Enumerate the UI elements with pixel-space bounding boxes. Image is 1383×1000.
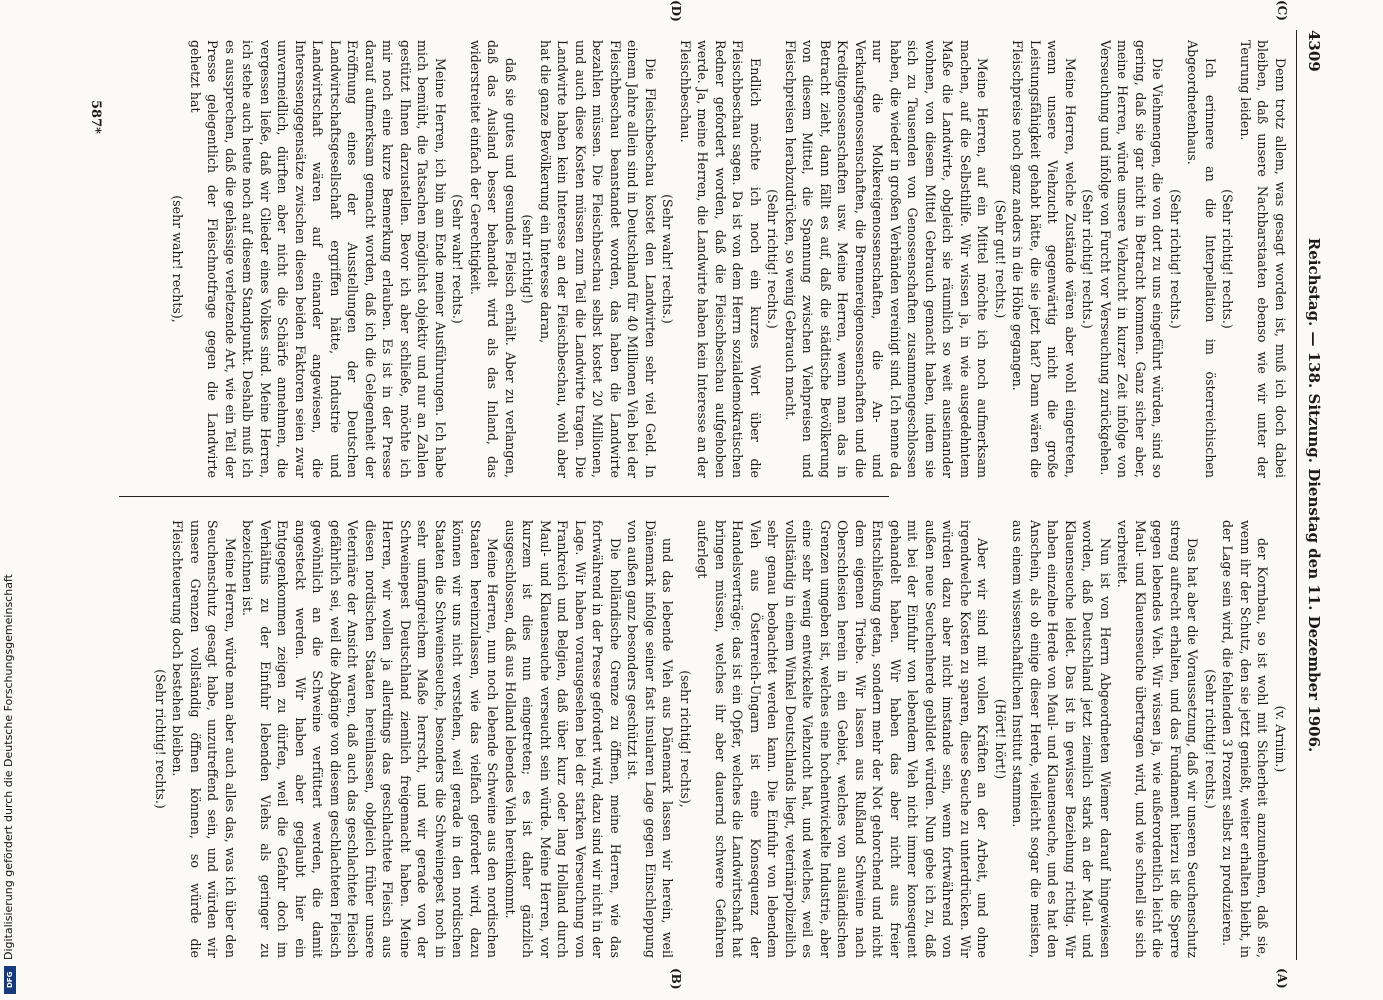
margin-letter-d: (D)	[669, 0, 683, 22]
paragraph: Meine Herren, ich bin am Ende meiner Ausführungen. Ich habe mich bemüht, die Tatsachen möglichst objektiv und nur an Zahlen gestützt Ihnen darzustellen. Bevor ich aber schließe, möchte ich mir noch eine kurze Bemerkung erlauben. Es ist in der Presse darauf aufmerksam gemacht worden, daß ich die Gelegenheit der Eröffnung eines der Ausstellungen der Deutschen Landwirtschaftsgesellschaft ergriffen hätte, Industrie und Landwirtschaft wären auf einander angewiesen, die Interessengegensätze zwischen diesen beiden Faktoren seien zwar unvermeidlich, dürften aber nicht die Schärfe annehmen, die vergessen ließe, daß wir Glieder eines Volkes sind. Meine Herren, ich stehe auch heute noch auf diesem Standpunkt. Deshalb muß ich es aussprechen, daß die gehässige verletzende Art, wie ein Teil der Presse gelegentlich der Fleischnotfrage gegen die Landwirte gehetzt hat	[188, 40, 448, 478]
paragraph: Das hat aber die Voraussetzung, daß wir unseren Seuchenschutz streng aufrecht erhalten, und das Fundament hierzu ist die Sperre gegen lebendes Vieh. Wir wissen ja, wie außerordentlich leicht die Maul- und Klauenseuche übertragen wird, und wie schnell sie sich verbreitet.	[1115, 520, 1201, 958]
interjection: (Sehr richtig! rechts.)	[1203, 669, 1218, 809]
digitization-credit	[2, 574, 15, 960]
page-number: 4309	[1305, 30, 1323, 72]
margin-letter-a: (A)	[1275, 968, 1289, 989]
paragraph: Meine Herren, würde man aber auch alles das, was ich über den Seuchenschutz gesagt habe, unzutreffend sein, und würden wir unsere Grenzen vollständig öffnen können, so würde die Fleischteuerung doch bestehen bleiben.	[170, 520, 238, 958]
interjection: (Sehr gut! rechts.)	[993, 199, 1008, 319]
column-divider	[119, 496, 889, 497]
interjection: (sehr richtig! rechts),	[678, 670, 693, 808]
interjection: (Sehr wahr! rechts.)	[450, 194, 466, 324]
paragraph: daß sie gutes und gesundes Fleisch erhält. Aber zu verlangen, daß das Ausland besser behandelt wird als das Inland, das widerstreitet einfach der Gerechtigkeit.	[468, 40, 518, 478]
digitization-credit-text: Digitalisierung gefördert durch die Deutsche Forschungsgemeinschaft	[2, 574, 15, 960]
running-title: Reichstag. — 138. Sitzung. Dienstag den 11. Dezember 1906.	[1305, 237, 1323, 753]
paragraph: Meine Herren, auf ein Mittel möchte ich noch aufmerksam machen, auf die Selbsthilfe. Wir wissen ja, in wie ausgedehntem Maße die Landwirte, obgleich sie räumlich so weit auseinander wohnen, von diesem Mittel Gebrauch gemacht haben, indem sie sich zu Tausenden von Genossenschaften zusammengeschlossen haben, die wieder in großen Verbänden vereinigt sind. Ich nenne da nur die Molkereigenossenschaften, die An- und Verkaufsgenossenschaften, die Brennereigenossenschaften und die Kreditgenossenschaften usw. Meine Herren, wenn man das in Betracht zieht, dann fällt es auf, daß die städtische Bevölkerung von diesem Mittel, die Spannung zwischen Viehpreisen und Fleischpreisen herabzudrücken, so wenig Gebrauch macht.	[783, 40, 991, 478]
interjection: (Sehr richtig! rechts.)	[1168, 189, 1183, 329]
interjection: (Sehr richtig! rechts.)	[153, 669, 168, 809]
paragraph: Ich erinnere an die Interpellation im österreichischen Abgeordnetenhaus.	[1185, 40, 1218, 478]
paragraph: Die Viehmengen, die von dort zu uns eingeführt würden, sind so gering, daß sie gar nicht in Betracht kommen. Ganz sicher aber, meine Herren, würde unsere Viehzucht in kurzer Zeit infolge von Verseuchung und infolge von Furcht vor Verseuchung zurückgehen.	[1098, 40, 1166, 478]
interjection: (v. Arnim.)	[1273, 705, 1288, 773]
paragraph: Aber wir sind mit vollen Kräften an der Arbeit, und ohne irgendwelche Kosten zu sparen, diese Seuche zu unterdrücken. Wir würden dazu aber nicht imstande sein, wenn fortwährend von außen neue Seuchenherde gebildet würden. Nun gebe ich zu, daß mit bei der Einfuhr von lebendem Vieh nicht immer konsequent gehandelt haben. Wir haben das aber nicht aus freier Entschließung getan, sondern mehr der Not gehorchend und nicht dem eigenen Triebe. Wir lassen aus Rußland Schweine nach Oberschlesien herein in ein Gebiet, welches von ausländischen Grenzen umgeben ist, welches eine hochentwickelte Industrie, aber eine sehr wenig entwickelte Viehzucht hat, und welches, weil es vollständig in einem Winkel Deutschlands liegt, veterinärpolizeilich sehr genau beobachtet werden kann. Die Einfuhr von lebendem Vieh aus Österreich-Ungarn ist eine Konsequenz der Handelsverträge; das ist ein Opfer, welches die Landwirtschaft hat bringen müssen, welches ihr aber dauernd schwere Gefahren auferlegt	[695, 520, 991, 958]
interjection: (sehr wahr! rechts),	[170, 195, 186, 323]
right-column	[119, 520, 1289, 958]
page-header	[1301, 30, 1323, 960]
paragraph: Meine Herren, welche Zustände wären aber wohl eingetreten, wenn unsere Viehzucht gegenwärtig nicht die große Leistungsfähigkeit gehabt hätte, die sie jetzt hat? Dann wären die Fleischpreise noch ganz anders in die Höhe gegangen.	[1010, 40, 1078, 478]
paragraph: Nun ist von Herrn Abgeordneten Wiemer darauf hingewiesen worden, daß Deutschland jetzt ziemlich stark an der Maul- und Klauenseuche leidet. Das ist in gewisser Beziehung richtig. Wir haben einzelne Herde von Maul- und Klauenseuche, und es hat den Anschein, als ob einige dieser Herde, vielleicht sogar die meisten, aus einem wissenschaftlichen Institut stammen.	[1010, 520, 1113, 958]
interjection: (Hört! hört!)	[993, 698, 1008, 780]
interjection: (Sehr richtig! rechts.)	[1080, 189, 1096, 329]
interjection: (Sehr richtig! rechts.)	[1220, 189, 1236, 329]
dfg-logo: DFG	[4, 966, 16, 994]
header-rule	[1296, 30, 1297, 960]
paragraph: der Kornbau, so ist wohl mit Sicherheit anzunehmen, daß sie, wenn ihr der Schutz, den sie jetzt genießt, weiter erhalten bleibt, in der Lage sein wird, die fehlenden 3 Prozent selbst zu produzieren.	[1220, 520, 1271, 958]
paragraph: Denn trotz allem, was gesagt worden ist, muß ich doch dabei bleiben, daß unsere Nachbarstaaten ebenso wie wir unter der Teurung leiden.	[1238, 40, 1288, 478]
margin-letter-c: (C)	[1275, 0, 1289, 21]
paragraph: Meine Herren, nun noch lebende Schweine aus den nordischen Staaten hereinzulassen, wie das vielfach gefordert wird, dazu können wir uns nicht verstehen, weil gerade in den nordischen Staaten die Schweineseuche, besonders die Schweinepest noch in sehr umfangreichem Maße herrscht, und wir gerade von der Schweinepest Deutschland ziemlich freigemacht haben. Meine Herren, wir wollen ja allerdings das geschlachtete Fleisch aus diesen nordischen Staaten hereinlassen, obgleich früher unsere Veterinäre der Ansicht waren, daß auch das geschlachtete Fleisch gefährlich sei, weil die Abgänge von diesem geschlachteten Fleisch gewöhnlich an die Schweine verfüttert werden, die damit angesteckt werden. Wir haben aber geglaubt hier ein Entgegenkommen zeigen zu dürfen, weil die Gefahr doch im Verhältnis zu der Einfuhr lebenden Viehs als geringer zu bezeichnen ist.	[240, 520, 501, 958]
sheet-number: 587*	[88, 100, 103, 134]
interjection: (Sehr richtig! rechts.)	[765, 189, 781, 329]
paragraph: Die Fleischbeschau kostet den Landwirten sehr viel Geld. In einem Jahre allein sind in Deutschland für 40 Millionen Vieh bei der Fleischbeschau beanstandet worden, das haben die Landwirte bezahlen müssen. Die Fleischbeschau selbst kostet 20 Millionen, und auch diese Kosten müssen zum Teil die Landwirte tragen. Die Landwirte haben kein Interesse an der Fleischbeschau, wohl aber hat die ganze Bevölkerung ein Interesse daran,	[538, 40, 658, 478]
interjection: (Sehr wahr! rechts.)	[660, 194, 676, 324]
left-column	[119, 40, 1289, 478]
paragraph: Die holländische Grenze zu öffnen, meine Herren, wie das fortwährend in der Presse gefordert wird, dazu sind wir nicht in der Lage. Wir haben vorausgesehen bei der starken Verseuchung von Frankreich und Belgien, daß über kurz oder lang Holland durch Maul- und Klauenseuche verseucht sein würde. Meine Herren, vor kurzem ist dies nun eingetreten; es ist daher gänzlich ausgeschlossen, daß aus Holland lebendes Vieh hereinkommt.	[503, 520, 623, 958]
interjection: (sehr richtig!)	[520, 214, 536, 304]
margin-letter-b: (B)	[669, 968, 683, 990]
paragraph: und das lebende Vieh aus Dänemark lassen wir herein, weil Dänemark infolge seiner fast insularen Lage gegen Einschleppung von außen ganz besonders geschützt ist.	[625, 520, 676, 958]
paragraph: Endlich möchte ich noch ein kurzes Wort über die Fleischbeschau sagen. Da ist von dem Herrn sozialdemokratischen Redner gefordert worden, daß die Fleischbeschau aufgehoben werde. Ja, meine Herren, die Landwirte haben kein Interesse an der Fleischbeschau.	[678, 40, 763, 478]
